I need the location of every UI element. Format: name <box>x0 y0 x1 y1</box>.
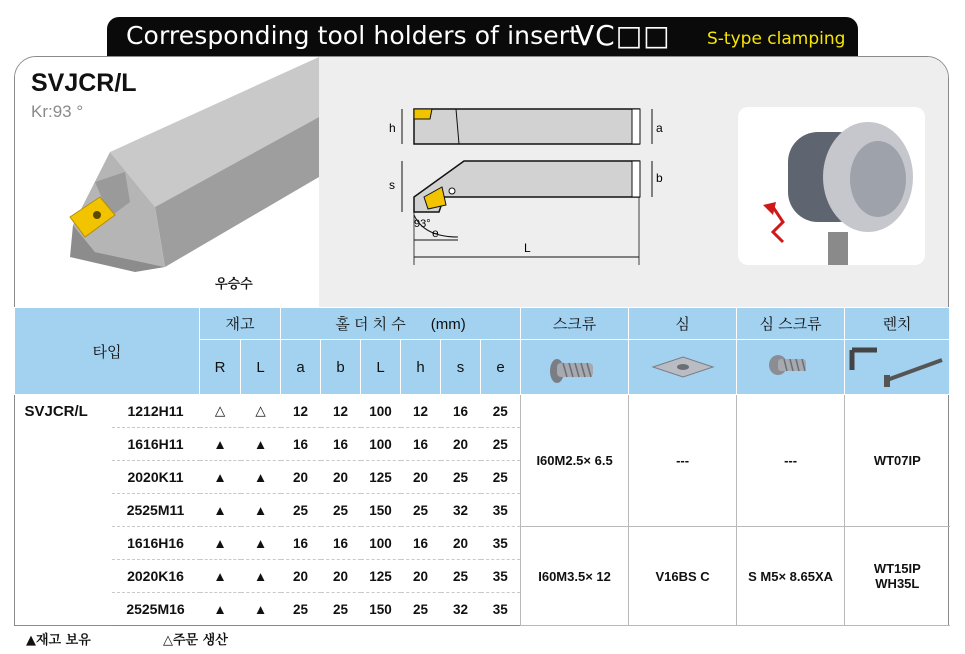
legend-made-to-order: △주문 생산 <box>163 633 228 648</box>
stock-R: ▲ <box>200 428 241 461</box>
insert-code: VC□□ <box>575 19 671 52</box>
screw-group2: I60M3.5× 12 <box>521 527 629 626</box>
dim-s: 16 <box>441 395 481 428</box>
dim-h: 25 <box>401 494 441 527</box>
dim-a: 20 <box>281 560 321 593</box>
wrench-group2-line1: WT15IP <box>873 561 921 576</box>
legend-in-stock: ▲재고 보유 <box>26 633 91 648</box>
header-shim: 심 <box>629 308 737 340</box>
dim-s: 32 <box>441 494 481 527</box>
dim-h: 12 <box>401 395 441 428</box>
screw-icon-cell <box>521 340 629 395</box>
dim-e: 35 <box>481 560 521 593</box>
product-photo-panel <box>15 57 319 307</box>
header-shim-screw: 심 스크류 <box>737 308 845 340</box>
stock-R: ▲ <box>200 461 241 494</box>
dim-L: 125 <box>361 560 401 593</box>
wrench-group2-line2: WH35L <box>875 576 920 591</box>
clamping-image <box>738 107 925 265</box>
dim-L: 100 <box>361 527 401 560</box>
dim-e: 25 <box>481 428 521 461</box>
wrench-icon <box>847 345 947 390</box>
subheader-e: e <box>481 340 521 395</box>
shim-screw-group1: --- <box>737 395 845 527</box>
dim-s: 20 <box>441 527 481 560</box>
stock-L: ▲ <box>241 560 281 593</box>
dim-e: 35 <box>481 593 521 626</box>
stock-L: △ <box>241 395 281 428</box>
shim-screw-icon-cell <box>737 340 845 395</box>
header-dims-label: 홀 더 치 수 <box>335 316 406 333</box>
dim-h: 25 <box>401 593 441 626</box>
header-type: 타입 <box>15 308 200 395</box>
dim-s: 25 <box>441 461 481 494</box>
dim-a: 25 <box>281 593 321 626</box>
type-cell: 1616H11 <box>112 428 200 461</box>
stock-R: ▲ <box>200 593 241 626</box>
dim-s: 32 <box>441 593 481 626</box>
stock-R: ▲ <box>200 560 241 593</box>
type-cell: 1212H11 <box>112 395 200 428</box>
label-e: e <box>432 226 439 240</box>
stock-R: ▲ <box>200 494 241 527</box>
type-cell: 2525M16 <box>112 593 200 626</box>
label-angle: 93° <box>414 218 431 230</box>
dim-h: 16 <box>401 527 441 560</box>
subheader-L-stock: L <box>241 340 281 395</box>
drawing-panel <box>319 57 949 307</box>
header-screw: 스크류 <box>521 308 629 340</box>
hand-label: 우승수 <box>215 277 253 292</box>
dim-b: 20 <box>321 461 361 494</box>
stock-L: ▲ <box>241 428 281 461</box>
stock-R: △ <box>200 395 241 428</box>
dim-h: 16 <box>401 428 441 461</box>
header-banner <box>107 17 858 56</box>
shim-screw-group2: S M5× 8.65XA <box>737 527 845 626</box>
tool-holder-image <box>15 57 319 272</box>
dim-a: 16 <box>281 428 321 461</box>
dim-a: 16 <box>281 527 321 560</box>
shim-screw-icon <box>766 347 816 387</box>
label-s: s <box>389 178 395 192</box>
header-dims <box>281 308 521 340</box>
dim-e: 35 <box>481 494 521 527</box>
subheader-L: L <box>361 340 401 395</box>
type-cell: 1616H16 <box>112 527 200 560</box>
banner-title: Corresponding tool holders of insert <box>126 21 580 50</box>
dim-s: 25 <box>441 560 481 593</box>
wrench-group1: WT07IP <box>845 395 950 527</box>
series-name: SVJCR/L <box>24 403 88 420</box>
spec-table <box>14 307 950 626</box>
shim-icon <box>648 352 718 382</box>
dim-b: 16 <box>321 428 361 461</box>
label-a: a <box>656 121 663 135</box>
stock-L: ▲ <box>241 494 281 527</box>
screw-icon <box>545 347 605 387</box>
label-h: h <box>389 121 396 135</box>
dim-b: 25 <box>321 593 361 626</box>
stock-R: ▲ <box>200 527 241 560</box>
dim-b: 20 <box>321 560 361 593</box>
wrench-icon-cell <box>845 340 950 395</box>
approach-angle: Kr:93 ° <box>31 102 84 121</box>
technical-drawing <box>384 97 734 317</box>
dim-e: 25 <box>481 461 521 494</box>
shim-group2: V16BS C <box>629 527 737 626</box>
dim-s: 20 <box>441 428 481 461</box>
dim-h: 20 <box>401 560 441 593</box>
screw-group1: I60M2.5× 6.5 <box>521 395 629 527</box>
subheader-s: s <box>441 340 481 395</box>
label-L: L <box>524 241 531 255</box>
dim-b: 16 <box>321 527 361 560</box>
type-cell: 2020K11 <box>112 461 200 494</box>
stock-L: ▲ <box>241 593 281 626</box>
dim-e: 25 <box>481 395 521 428</box>
header-wrench: 렌치 <box>845 308 950 340</box>
dim-h: 20 <box>401 461 441 494</box>
clamping-type: S-type clamping <box>707 29 846 49</box>
label-b: b <box>656 171 663 185</box>
dim-L: 125 <box>361 461 401 494</box>
subheader-h: h <box>401 340 441 395</box>
wrench-group2 <box>845 527 950 626</box>
stock-L: ▲ <box>241 461 281 494</box>
dim-a: 12 <box>281 395 321 428</box>
type-cell: 2020K16 <box>112 560 200 593</box>
model-name: SVJCR/L <box>31 69 137 97</box>
shim-icon-cell <box>629 340 737 395</box>
dim-b: 25 <box>321 494 361 527</box>
dim-a: 25 <box>281 494 321 527</box>
subheader-R: R <box>200 340 241 395</box>
dim-L: 100 <box>361 428 401 461</box>
dim-a: 20 <box>281 461 321 494</box>
dim-L: 150 <box>361 593 401 626</box>
subheader-a: a <box>281 340 321 395</box>
dim-L: 150 <box>361 494 401 527</box>
dim-e: 35 <box>481 527 521 560</box>
subheader-b: b <box>321 340 361 395</box>
header-stock: 재고 <box>200 308 281 340</box>
dim-b: 12 <box>321 395 361 428</box>
header-dims-unit: (mm) <box>430 316 466 333</box>
dim-L: 100 <box>361 395 401 428</box>
shim-group1: --- <box>629 395 737 527</box>
type-cell: 2525M11 <box>112 494 200 527</box>
stock-L: ▲ <box>241 527 281 560</box>
